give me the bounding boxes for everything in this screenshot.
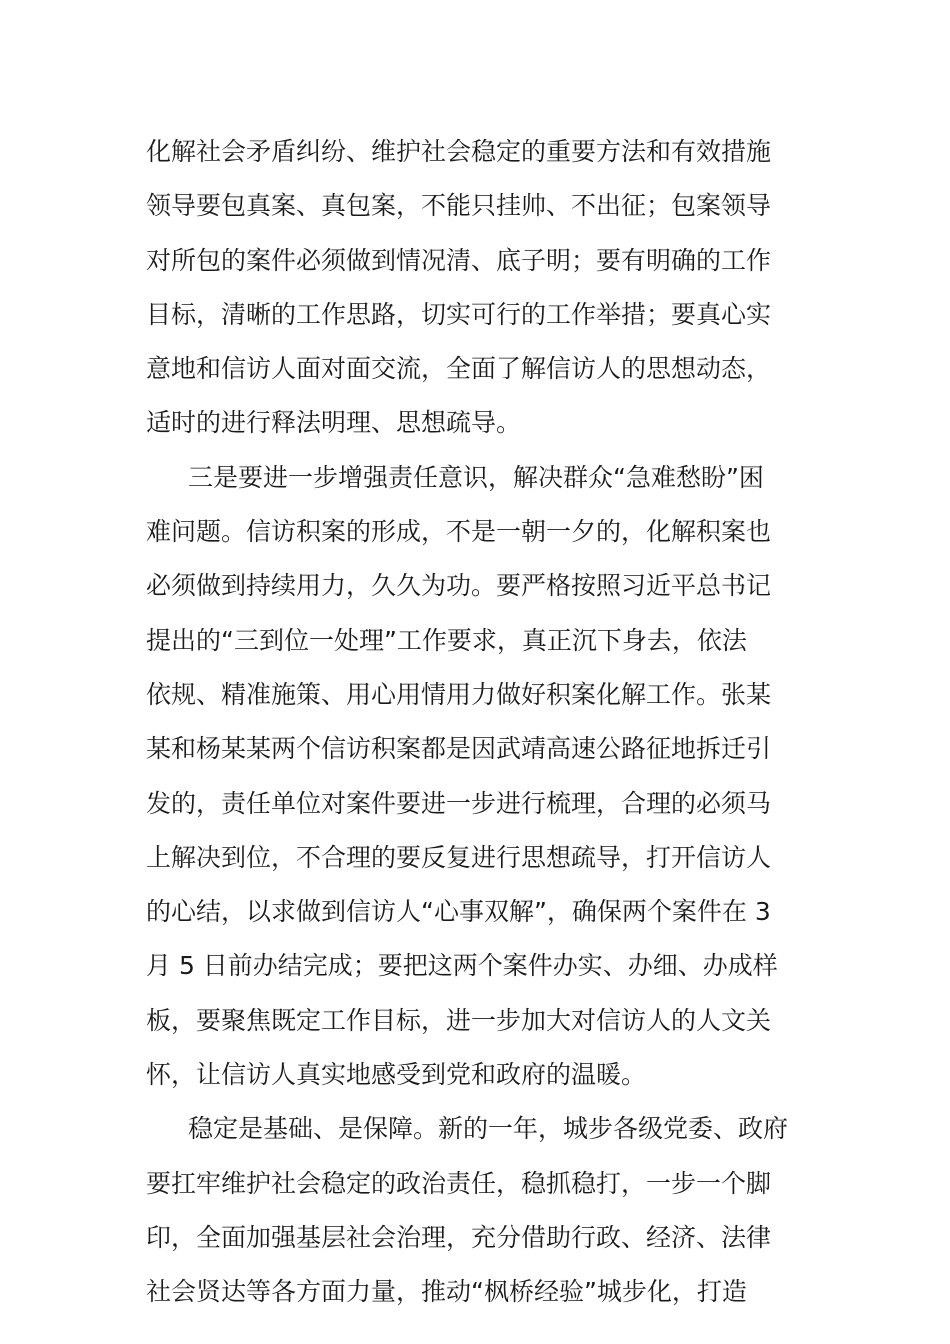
text-line: 要扛牢维护社会稳定的政治责任，稳抓稳打，一步一个脚 — [146, 1168, 772, 1198]
text-line: 的心结，以求做到信访人“心事双解”，确保两个案件在 3 — [146, 897, 771, 927]
body-text — [146, 125, 808, 1320]
text-line: 对所包的案件必须做到情况清、底子明；要有明确的工作 — [146, 245, 772, 275]
text-line: 依规、精准施策、用心用情用力做好积案化解工作。张某 — [146, 679, 772, 709]
text-line: 意地和信访人面对面交流，全面了解信访人的思想动态， — [146, 354, 772, 384]
text-line: 社会贤达等各方面力量，推动“枫桥经验”城步化，打造 — [146, 1277, 747, 1307]
text-line: 化解社会矛盾纠纷、维护社会稳定的重要方法和有效措施 — [146, 137, 772, 166]
text-line: 某和杨某某两个信访积案都是因武靖高速公路征地拆迁引 — [146, 734, 772, 764]
text-line: 领导要包真案、真包案，不能只挂帅、不出征；包案领导 — [146, 191, 772, 221]
text-line: 印，全面加强基层社会治理，充分借助行政、经济、法律 — [146, 1222, 772, 1252]
text-line: 怀，让信访人真实地感受到党和政府的温暖。 — [146, 1060, 647, 1090]
paragraph-first-line: 稳定是基础、是保障。新的一年，城步各级党委、政府 — [188, 1114, 789, 1144]
text-line: 适时的进行释法明理、思想疏导。 — [146, 408, 522, 438]
text-line: 必须做到持续用力，久久为功。要严格按照习近平总书记 — [146, 571, 772, 601]
text-line: 月 5 日前办结完成；要把这两个案件办实、办细、办成样 — [146, 951, 778, 981]
text-line: 发的，责任单位对案件要进一步进行梳理，合理的必须马 — [146, 788, 772, 818]
text-line: 上解决到位，不合理的要反复进行思想疏导，打开信访人 — [146, 842, 772, 872]
text-line: 目标，清晰的工作思路，切实可行的工作举措；要真心实 — [146, 299, 772, 329]
text-line: 难问题。信访积案的形成，不是一朝一夕的，化解积案也 — [146, 517, 772, 547]
text-line: 板，要聚焦既定工作目标，进一步加大对信访人的人文关 — [146, 1005, 772, 1035]
text-line: 提出的“三到位一处理”工作要求，真正沉下身去，依法 — [146, 625, 747, 655]
paragraph-first-line: 三是要进一步增强责任意识，解决群众“急难愁盼”困 — [188, 462, 764, 492]
